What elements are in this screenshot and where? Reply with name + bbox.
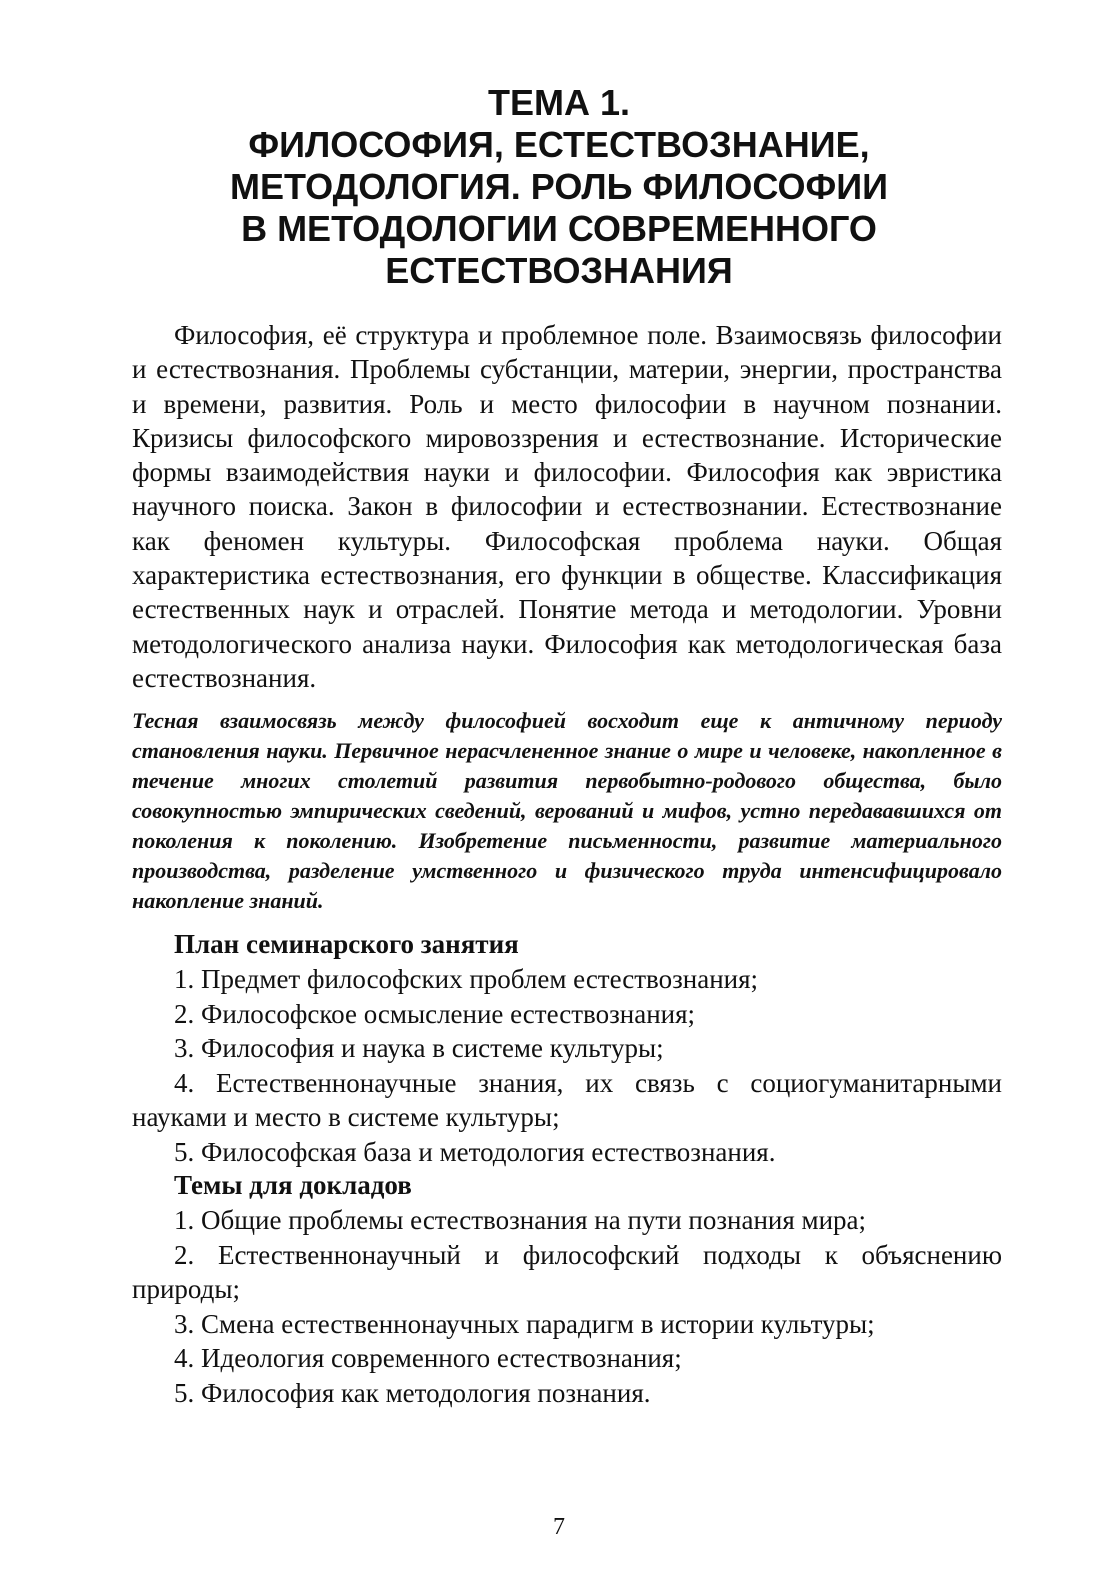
title-line-4: В МЕТОДОЛОГИИ СОВРЕМЕННОГО [241,208,877,249]
report-topics-list [132,1203,1002,1410]
title-line-1: ТЕМА 1. [487,82,630,123]
title-line-2: ФИЛОСОФИЯ, ЕСТЕСТВОЗНАНИЕ, [248,124,870,165]
list-item: 3. Философия и наука в системе культуры; [174,1033,664,1063]
list-item: 1. Предмет философских проблем естествознания; [174,964,759,994]
list-item: 5. Философская база и методология естествознания. [174,1136,776,1167]
list-item: 2. Естественнонаучный и философский подходы к объяснению природы; [132,1239,1002,1304]
list-item: 2. Философское осмысление естествознания; [174,998,696,1029]
bold-italic-paragraph: Тесная взаимосвязь между философией восходит еще к античному периоду становления науки. Первичное нерасчлененное знание о мире и человеке, накопленное в течение многих столетий развития первобытно-родового общества, было совокупностью эмпирических сведений, верований и мифов, устно передававшихся от поколения к поколению. Изобретение письменности, развитие материального производства, разделение умственного и физического труда интенсифицировало накопление знаний. [132,708,1002,913]
page-number: 7 [553,1514,565,1540]
list-item: 4. Идеология современного естествознания; [174,1343,682,1373]
page-title [120,82,998,292]
list-item: 4. Естественнонаучные знания, их связь с социогуманитарными науками и место в системе культуры; [132,1067,1002,1132]
title-line-3: МЕТОДОЛОГИЯ. РОЛЬ ФИЛОСОФИИ [229,166,889,207]
list-item: 1. Общие проблемы естествознания на пути познания мира; [174,1205,867,1235]
report-topics-heading: Темы для докладов [174,1170,412,1200]
seminar-plan-heading: План семинарского занятия [174,929,519,959]
title-line-5: ЕСТЕСТВОЗНАНИЯ [385,250,733,291]
list-item: 3. Смена естественнонаучных парадигм в истории культуры; [174,1308,875,1339]
list-item: 5. Философия как методология познания. [174,1377,651,1408]
intro-paragraph: Философия, её структура и проблемное поле. Взаимосвязь философии и естествознания. Проблемы субстанции, материи, энергии, пространства и времени, развития. Роль и место философии в научном познании. Кризисы философского мировоззрения и естествознание. Исторические формы взаимодействия науки и философии. Философия как эвристика научного поиска. Закон в философии и естествознании. Естествознание как феномен культуры. Философская проблема науки. Общая характеристика естествознания, его функции в обществе. Классификация естественных наук и отраслей. Понятие метода и методологии. Уровни методологического анализа науки. Философия как методологическая база естествознания. [132,320,1002,693]
seminar-plan-list [132,962,1002,1169]
